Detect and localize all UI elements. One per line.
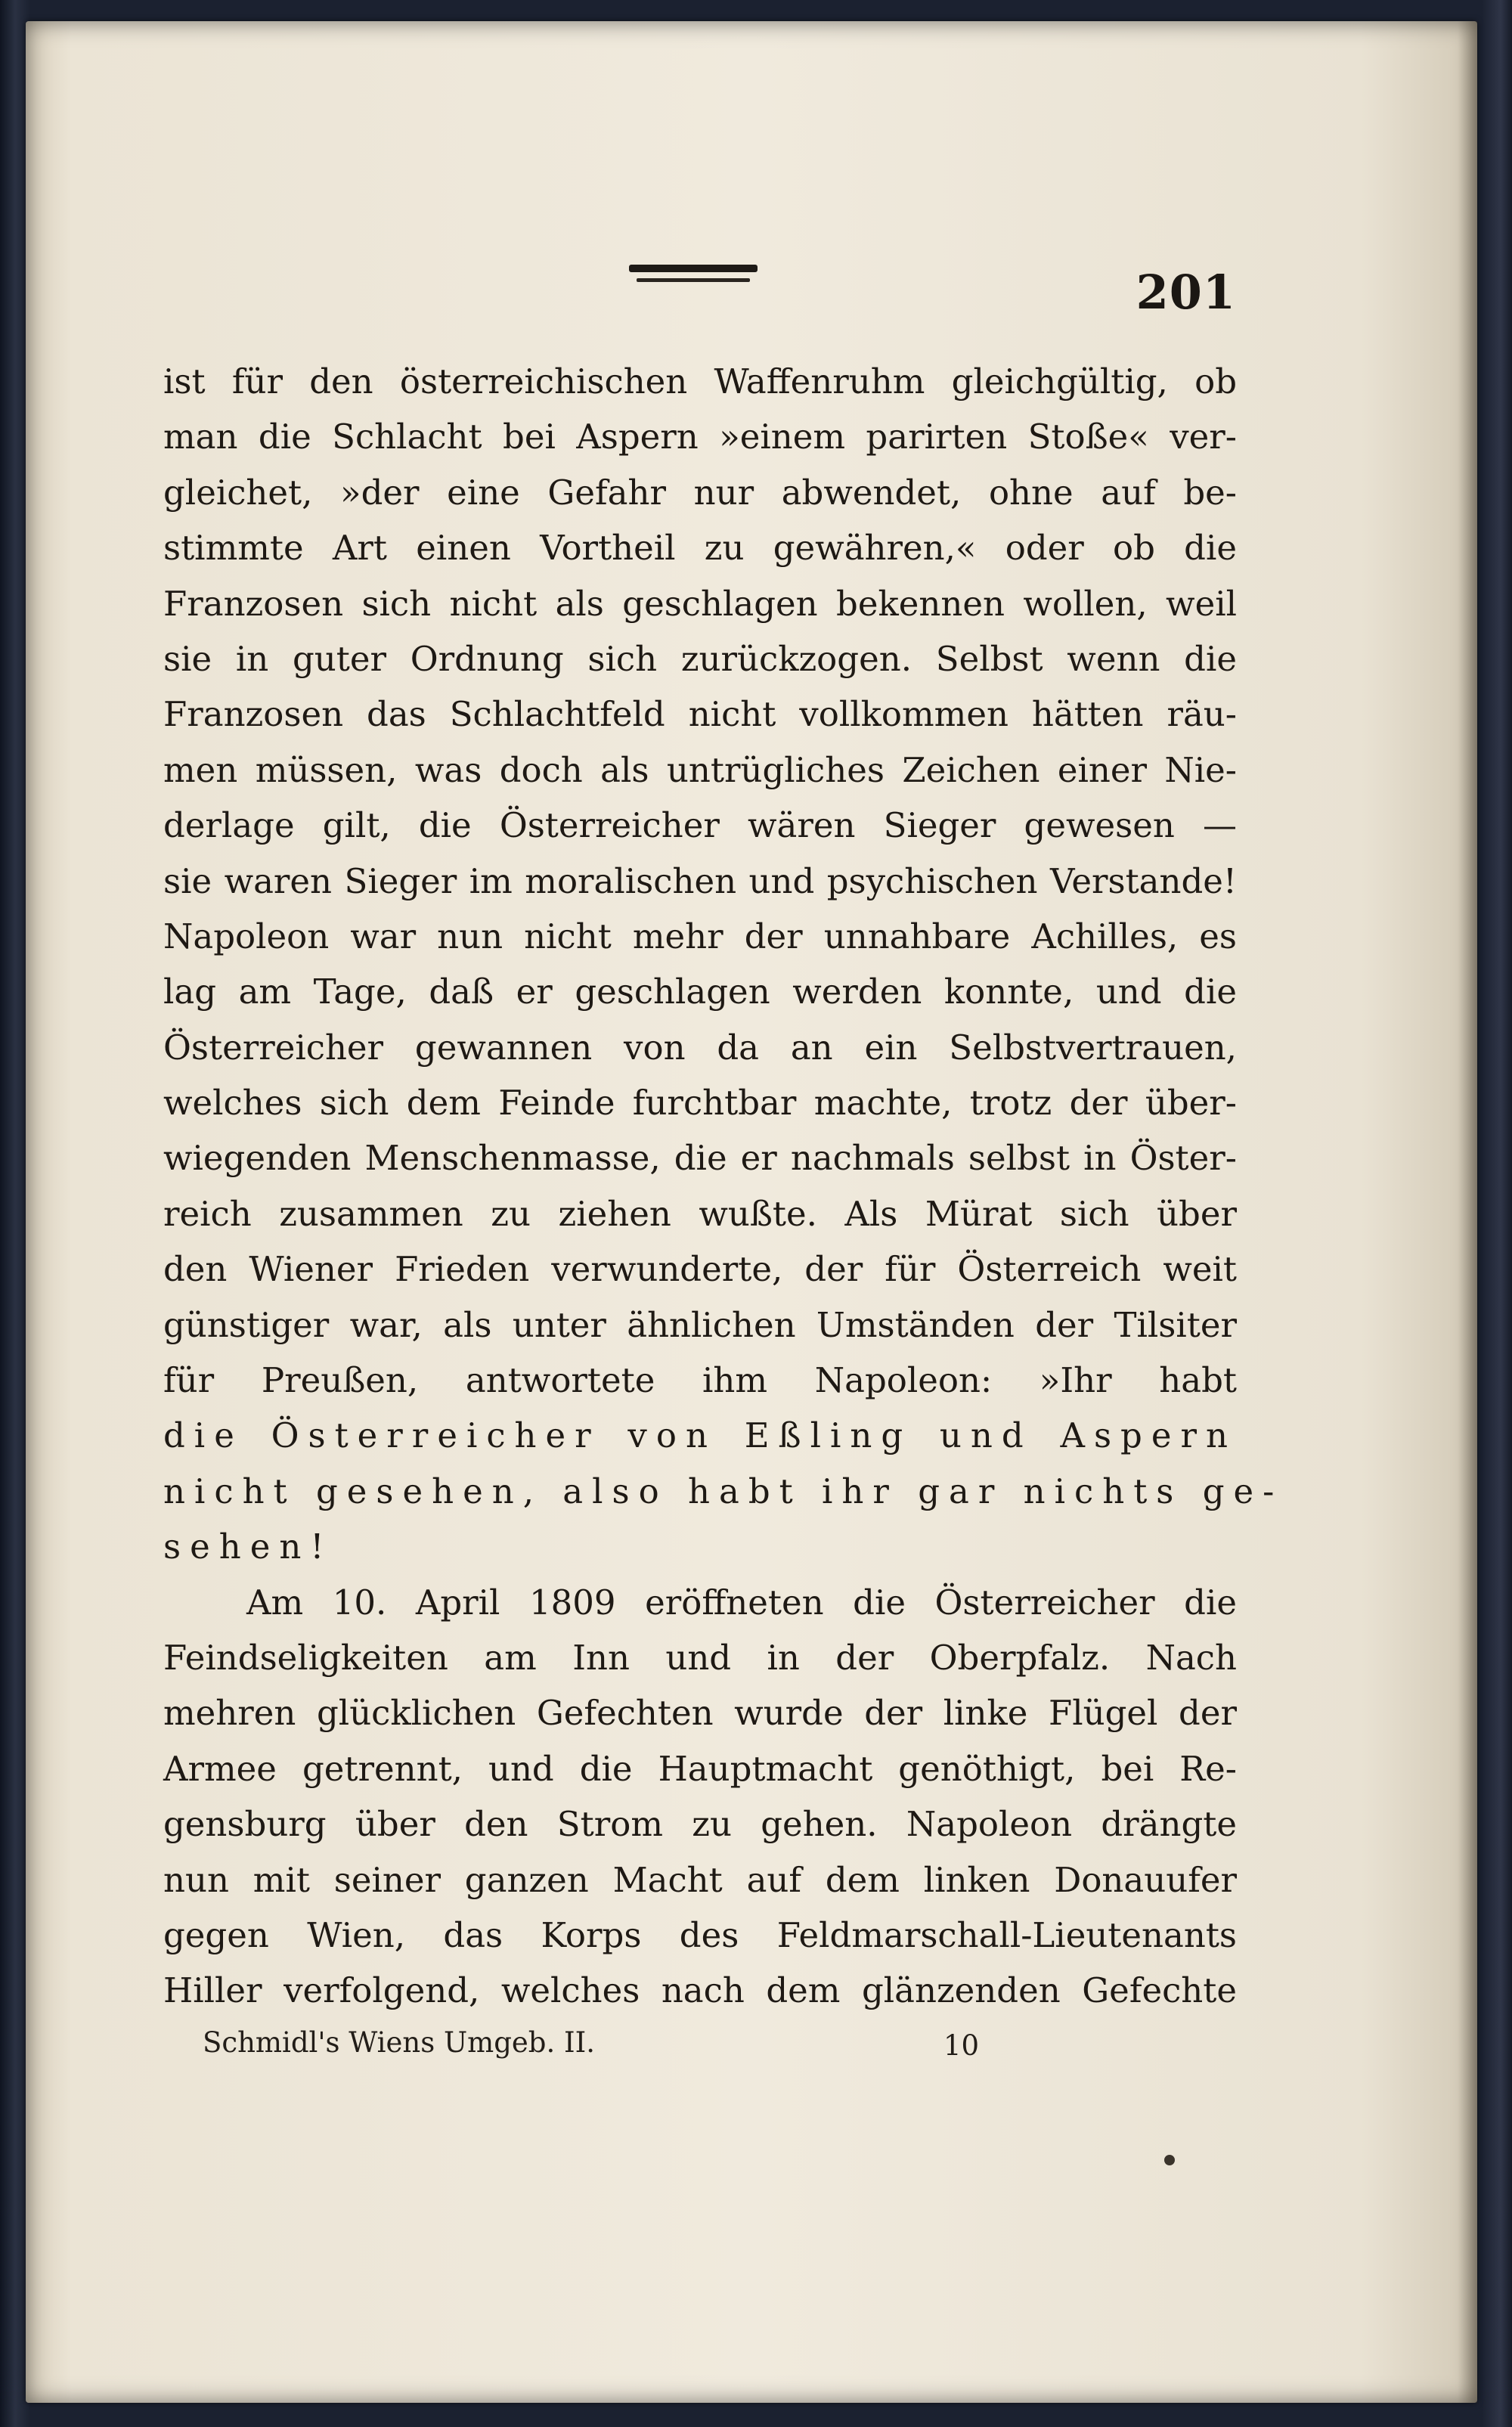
text-line: gleichet, »der eine Gefahr nur abwendet, ohne auf be- bbox=[163, 472, 1237, 513]
text-line-emphasis: nicht gesehen, also habt ihr gar nichts ge- bbox=[163, 1471, 1284, 1511]
text-line: für Preußen, antwortete ihm Napoleon: »Ihr habt bbox=[163, 1360, 1237, 1401]
text-line: Franzosen das Schlachtfeld nicht vollkommen hätten räu- bbox=[163, 694, 1237, 735]
text-line: Feindseligkeiten am Inn und in der Oberpfalz. Nach bbox=[163, 1637, 1237, 1678]
text-line: gensburg über den Strom zu gehen. Napoleon drängte bbox=[163, 1804, 1237, 1845]
paragraph-start-line: Am 10. April 1809 eröffneten die Österreicher die bbox=[246, 1582, 1237, 1623]
text-line: gegen Wien, das Korps des Feldmarschall-Lieutenants bbox=[163, 1914, 1237, 1955]
footer-sheet-mark: 10 bbox=[943, 2029, 980, 2062]
body-text bbox=[163, 354, 1284, 2019]
header-ornament-rule bbox=[629, 265, 758, 272]
text-line: nun mit seiner ganzen Macht auf dem linken Donauufer bbox=[163, 1859, 1237, 1900]
text-line: stimmte Art einen Vortheil zu gewähren,« oder ob die bbox=[163, 528, 1237, 569]
text-line: sie in guter Ordnung sich zurückzogen. Selbst wenn die bbox=[163, 638, 1237, 679]
text-line: man die Schlacht bei Aspern »einem parirten Stoße« ver- bbox=[163, 417, 1237, 457]
text-line: wiegenden Menschenmasse, die er nachmals selbst in Öster- bbox=[163, 1138, 1237, 1179]
text-line-emphasis: die Österreicher von Eßling und Aspern bbox=[163, 1415, 1237, 1456]
text-line: men müssen, was doch als untrügliches Zeichen einer Nie- bbox=[163, 749, 1237, 790]
text-line: Franzosen sich nicht als geschlagen bekennen wollen, weil bbox=[163, 583, 1237, 624]
text-line: reich zusammen zu ziehen wußte. Als Mürat sich über bbox=[163, 1193, 1237, 1234]
text-line: Österreicher gewannen von da an ein Selbstvertrauen, bbox=[163, 1027, 1237, 1068]
text-line: welches sich dem Feinde furchtbar machte, trotz der über- bbox=[163, 1083, 1237, 1124]
text-line: ist für den österreichischen Waffenruhm gleichgültig, ob bbox=[163, 361, 1237, 401]
text-line: günstiger war, als unter ähnlichen Umständen der Tilsiter bbox=[163, 1304, 1237, 1345]
page-footer bbox=[203, 2026, 1110, 2072]
text-line: sie waren Sieger im moralischen und psychischen Verstande! bbox=[163, 860, 1237, 901]
text-line-emphasis: sehen! bbox=[163, 1527, 333, 1567]
page-edge-shadow bbox=[1458, 21, 1477, 2403]
footer-signature: Schmidl's Wiens Umgeb. II. bbox=[203, 2026, 595, 2059]
text-line: Napoleon war nun nicht mehr der unnahbare Achilles, es bbox=[163, 916, 1237, 956]
text-line: Armee getrennt, und die Hauptmacht genöthigt, bei Re- bbox=[163, 1748, 1237, 1789]
text-line: den Wiener Frieden verwunderte, der für Österreich weit bbox=[163, 1249, 1237, 1290]
page-number: 201 bbox=[1136, 265, 1236, 320]
text-line: mehren glücklichen Gefechten wurde der linke Flügel der bbox=[163, 1693, 1237, 1734]
text-line: Hiller verfolgend, welches nach dem glänzenden Gefechte bbox=[163, 1970, 1237, 2011]
text-line: lag am Tage, daß er geschlagen werden konnte, und die bbox=[163, 972, 1237, 1012]
paper-speck bbox=[1164, 2155, 1175, 2165]
text-line: derlage gilt, die Österreicher wären Sieger gewesen — bbox=[163, 805, 1237, 846]
